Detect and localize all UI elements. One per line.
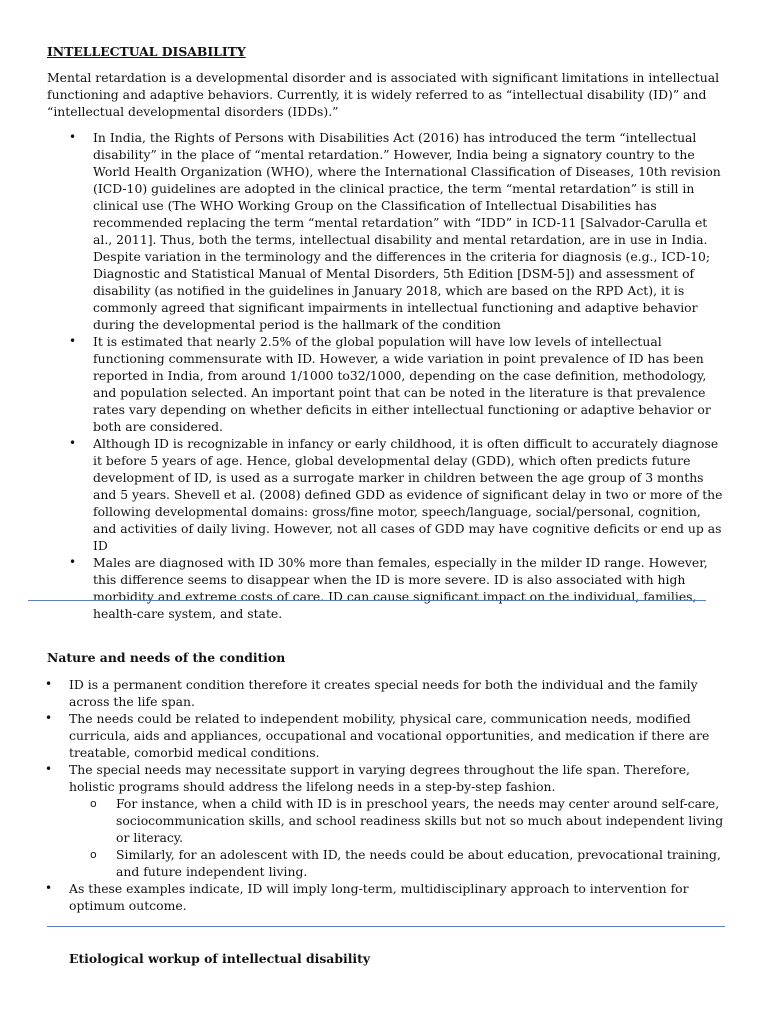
- horizontal-divider: [28, 600, 706, 601]
- sub-bullet-list: [69, 795, 729, 880]
- section-heading-nature-and-needs: Nature and needs of the condition: [47, 650, 286, 665]
- bullet-list-intellectual-disability: [93, 129, 725, 622]
- section-heading-etiological-workup: Etiological workup of intellectual disability: [69, 951, 371, 966]
- list-item: • Males are diagnosed with ID 30% more than females, especially in the milder ID range. However, this difference seems to disappear when the ID is more severe. ID is also associated with high morbidity and extreme costs of care. ID can cause significant impact on the individual, families, health-care system, and state.: [93, 554, 725, 622]
- list-item: • It is estimated that nearly 2.5% of the global population will have low levels of intellectual functioning commensurate with ID. However, a wide variation in point prevalence of ID has been reported in India, from around 1/1000 to32/1000, depending on the case definition, methodology, and population selected. An important point that can be noted in the literature is that prevalence rates vary depending on whether deficits in either intellectual functioning or adaptive behavior or both are considered.: [93, 333, 725, 435]
- list-item-text: The special needs may necessitate support in varying degrees throughout the life span. Therefore, holistic programs should address the lifelong needs in a step-by-step fashion.: [69, 762, 690, 794]
- intro-paragraph: Mental retardation is a developmental disorder and is associated with significant limitations in intellectual functioning and adaptive behaviors. Currently, it is widely referred to as “intellectual disability (ID)” and “intellectual developmental disorders (IDDs).”: [47, 70, 720, 119]
- list-item: • As these examples indicate, ID will imply long-term, multidisciplinary approach to intervention for optimum outcome.: [69, 880, 729, 914]
- bullet-list-nature-and-needs: [69, 676, 729, 914]
- list-item: • The needs could be related to independent mobility, physical care, communication needs, modified curricula, aids and appliances, occupational and vocational opportunities, and medication if there are treatable, comorbid medical conditions.: [69, 710, 729, 761]
- list-item: [69, 761, 729, 880]
- section-heading-intellectual-disability: INTELLECTUAL DISABILITY: [47, 44, 246, 59]
- horizontal-divider: [47, 926, 725, 927]
- list-item: • ID is a permanent condition therefore it creates special needs for both the individual and the family across the life span.: [69, 676, 729, 710]
- sub-list-item: o For instance, when a child with ID is in preschool years, the needs may center around self-care, sociocommunication skills, and school readiness skills but not so much about independent living or literacy.: [116, 795, 729, 846]
- list-item: • Although ID is recognizable in infancy or early childhood, it is often difficult to accurately diagnose it before 5 years of age. Hence, global developmental delay (GDD), which often predicts future development of ID, is used as a surrogate marker in children between the age group of 3 months and 5 years. Shevell et al. (2008) defined GDD as evidence of significant delay in two or more of the following developmental domains: gross/fine motor, speech/language, social/personal, cognition, and activities of daily living. However, not all cases of GDD may have cognitive deficits or end up as ID: [93, 435, 725, 554]
- sub-list-item: o Similarly, for an adolescent with ID, the needs could be about education, prevocational training, and future independent living.: [116, 846, 729, 880]
- list-item: • In India, the Rights of Persons with Disabilities Act (2016) has introduced the term “intellectual disability” in the place of “mental retardation.” However, India being a signatory country to the World Health Organization (WHO), where the International Classification of Diseases, 10th revision (ICD-10) guidelines are adopted in the clinical practice, the term “mental retardation” is still in clinical use (The WHO Working Group on the Classification of Intellectual Disabilities has recommended replacing the term “mental retardation” with “IDD” in ICD-11 [Salvador-Carulla et al., 2011]. Thus, both the terms, intellectual disability and mental retardation, are in use in India. Despite variation in the terminology and the differences in the criteria for diagnosis (e.g., ICD-10; Diagnostic and Statistical Manual of Mental Disorders, 5th Edition [DSM-5]) and assessment of disability (as notified in the guidelines in January 2018, which are based on the RPD Act), it is commonly agreed that significant impairments in intellectual functioning and adaptive behavior during the developmental period is the hallmark of the condition: [93, 129, 725, 333]
